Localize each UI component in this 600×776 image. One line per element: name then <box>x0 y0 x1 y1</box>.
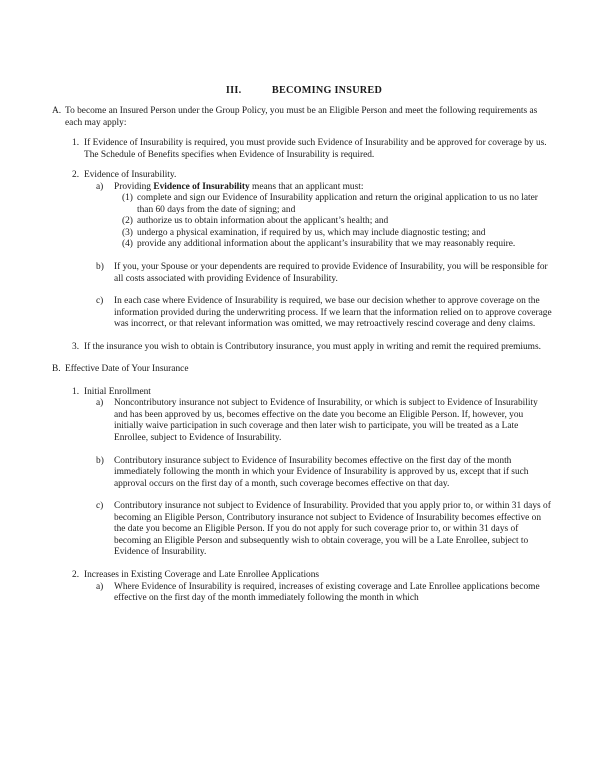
clause-marker: 2. <box>72 569 80 580</box>
clause-marker: 1. <box>72 386 80 397</box>
clause-text: In each case where Evidence of Insurability is required, we base our decision whether to approve coverage on the information provided during the underwriting process. If we learn that the information relied on to approve coverage was incorrect, or that relevant information was omitted, we may retroactively rescind coverage and deny claims. <box>114 296 552 330</box>
clause-marker: b) <box>96 455 104 466</box>
clause-text: Noncontributory insurance not subject to Evidence of Insurability, or which is subject to Evidence of Insurability and has been approved by us, becomes effective on the date you become an Eligible Person. If, however, you initially waive participation in such coverage and then later wish to participate, you will be treated as a Late Enrollee, subject to Evidence of Insurability. <box>114 398 538 444</box>
clause-A-2-a <box>96 182 552 194</box>
clause-marker: 1. <box>72 138 80 149</box>
clause-text-part-2: means that an applicant must: <box>249 181 364 192</box>
clause-marker: (4) <box>122 239 133 250</box>
clause-text: To become an Insured Person under the Group Policy, you must be an Eligible Person and meet the following requirements as each may apply: <box>65 106 538 128</box>
clause-text-part-1: Providing <box>114 181 154 192</box>
clause-text-bold: Evidence of Insurability <box>153 181 250 192</box>
clause-B-2-a <box>96 582 552 605</box>
clause-A <box>52 106 552 129</box>
clause-text: If the insurance you wish to obtain is Contributory insurance, you must apply in writing and remit the required premiums. <box>84 341 541 352</box>
clause-marker: A. <box>52 106 62 116</box>
clause-A-2-a-1 <box>122 193 552 216</box>
clause-A-2-a-4 <box>122 239 552 251</box>
clause-A-2-c <box>96 296 552 331</box>
clause-text <box>114 182 552 194</box>
page-title-text: BECOMING INSURED <box>271 84 383 96</box>
clause-text: authorize us to obtain information about the applicant’s health; and <box>137 216 389 227</box>
clause-marker: (1) <box>122 193 133 204</box>
clause-marker: c) <box>96 501 104 512</box>
clause-text: Effective Date of Your Insurance <box>65 364 189 375</box>
clause-marker: (3) <box>122 227 133 238</box>
page-title <box>0 85 600 96</box>
clause-marker: 2. <box>72 170 80 181</box>
clause-B-1-b <box>96 456 552 491</box>
clause-marker: b) <box>96 262 104 273</box>
clause-B-1 <box>72 387 552 399</box>
clause-text: Where Evidence of Insurability is required, increases of existing coverage and Late Enrollee applications become effective on the first day of the month immediately following the month in which <box>114 581 540 604</box>
clause-B-1-c <box>96 501 552 559</box>
page-title-number: III. <box>225 84 242 96</box>
clause-text: If Evidence of Insurability is required, you must provide such Evidence of Insurability and be approved for coverage by us. The Schedule of Benefits specifies when Evidence of Insurability is required. <box>84 138 547 160</box>
clause-A-2 <box>72 170 552 182</box>
clause-A-3 <box>72 342 552 354</box>
clause-text: Initial Enrollment <box>84 386 151 397</box>
clause-B <box>52 364 552 376</box>
clause-text: complete and sign our Evidence of Insurability application and return the original application to us no later than 60 days from the date of signing; and <box>137 193 538 215</box>
clause-marker: a) <box>96 398 104 409</box>
clause-text: If you, your Spouse or your dependents are required to provide Evidence of Insurability, you will be responsible for all costs associated with providing Evidence of Insurability. <box>114 262 548 284</box>
clause-B-1-a <box>96 398 552 444</box>
clause-text: provide any additional information about the applicant’s insurability that we may reasonably require. <box>137 239 516 250</box>
clause-text: undergo a physical examination, if required by us, which may include diagnostic testing; and <box>137 227 486 238</box>
document-body <box>52 106 552 605</box>
clause-text: Evidence of Insurability. <box>84 170 177 181</box>
clause-marker: c) <box>96 296 104 307</box>
clause-A-1 <box>72 138 552 161</box>
clause-A-2-a-3 <box>122 228 552 240</box>
clause-marker: a) <box>96 181 104 192</box>
clause-A-2-b <box>96 262 552 285</box>
clause-text: Contributory insurance not subject to Evidence of Insurability. Provided that you apply prior to, or within 31 days of becoming an Eligible Person, Contributory insurance not subject to Evidence of Insurability becomes effective on the date you become an Eligible Person. If you do not apply for such coverage prior to, or within 31 days of becoming an Eligible Person and subsequently wish to obtain coverage, you will be a Late Enrollee, subject to Evidence of Insurability. <box>114 501 551 558</box>
clause-marker: a) <box>96 581 104 592</box>
clause-marker: B. <box>52 364 61 375</box>
clause-marker: 3. <box>72 341 80 352</box>
clause-B-2 <box>72 570 552 582</box>
clause-A-2-a-2 <box>122 216 552 228</box>
clause-text: Increases in Existing Coverage and Late Enrollee Applications <box>84 569 320 580</box>
clause-text: Contributory insurance subject to Evidence of Insurability becomes effective on the first day of the month immediately following the month in which your Evidence of Insurability is approved by us, except that if such approval occurs on the first day of a month, such coverage becomes effective on that day. <box>114 455 529 489</box>
clause-marker: (2) <box>122 216 133 227</box>
